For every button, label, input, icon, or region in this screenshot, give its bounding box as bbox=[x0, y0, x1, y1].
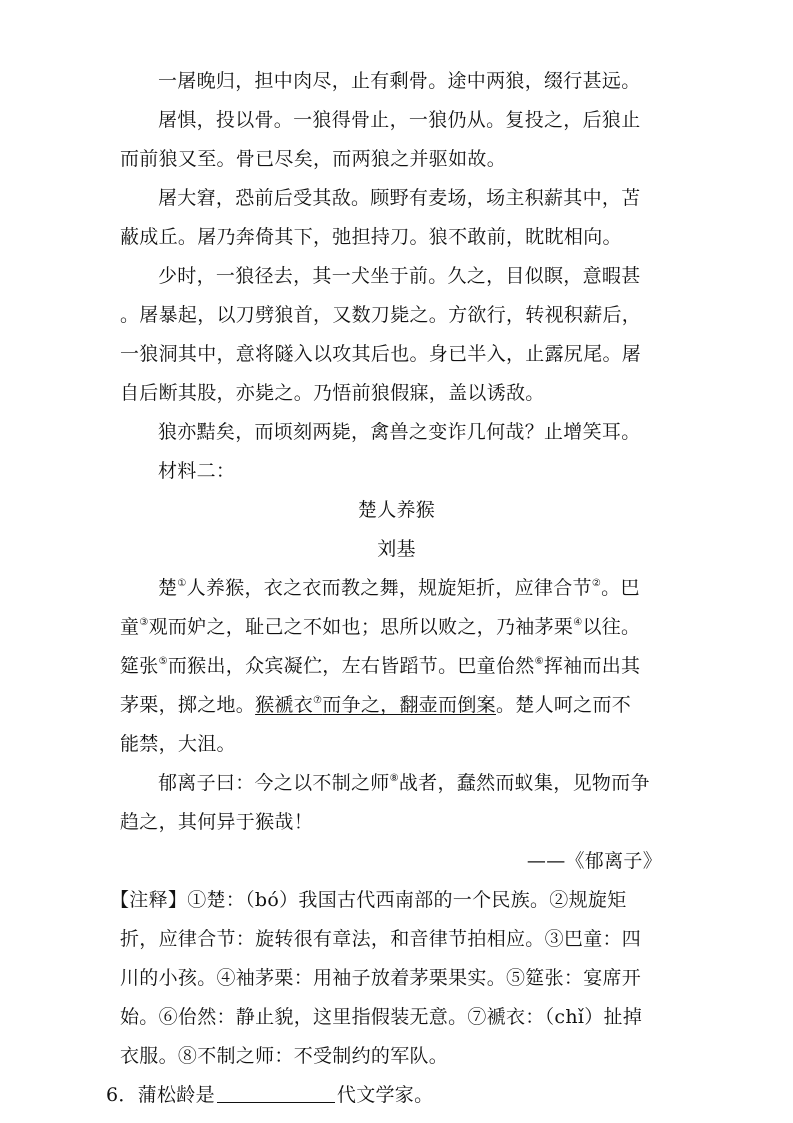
material2-label: 材料二： bbox=[158, 460, 236, 482]
footnote-marker: ③ bbox=[139, 617, 149, 628]
material2-line5: 能禁，大沮。 bbox=[120, 733, 236, 755]
material2-line7: 趋之，其何异于猴哉！ bbox=[120, 811, 314, 833]
material2-line2 bbox=[120, 614, 680, 640]
material1-p3-line1: 屠大窘，恐前后受其敌。顾野有麦场，场主积薪其中，苫 bbox=[158, 187, 641, 209]
material1-p4-line2: 。屠暴起，以刀劈狼首，又数刀毙之。方欲行，转视积薪后， bbox=[120, 304, 642, 326]
material2-line1 bbox=[158, 575, 678, 601]
material1-p4-line3: 一狼洞其中，意将隧入以攻其后也。身已半入，止露尻尾。屠 bbox=[120, 343, 642, 365]
text-segment: 人养猴，衣之衣而教之舞，规旋矩折，应律合节 bbox=[186, 577, 592, 599]
material1-p2-line1: 屠惧，投以骨。一狼得骨止，一狼仍从。复投之，后狼止 bbox=[158, 109, 641, 131]
text-segment: 观而妒之，耻己之不如也；思所以败之，乃袖茅栗 bbox=[148, 616, 574, 638]
material1-p5: 狼亦黠矣，而顷刻两毙，禽兽之变诈几何哉？止增笑耳。 bbox=[158, 421, 641, 443]
material1-p3-line2: 蔽成丘。屠乃奔倚其下，弛担持刀。狼不敢前，眈眈相向。 bbox=[120, 226, 622, 248]
text-segment: 筵张 bbox=[120, 655, 159, 677]
material1-p1: 一屠晚归，担中肉尽，止有剩骨。途中两狼，缀行甚远。 bbox=[158, 70, 641, 92]
material2-line6 bbox=[158, 770, 678, 796]
footnote-marker: ② bbox=[591, 578, 602, 589]
footnote-marker: ⑧ bbox=[389, 773, 399, 784]
footnote-marker: ④ bbox=[573, 617, 583, 628]
material2-author: 刘基 bbox=[377, 538, 416, 560]
notes-line1: 【注释】①楚：（bó）我国古代西南部的一个民族。②规旋矩 bbox=[110, 889, 627, 911]
material2-source: ——《郁离子》 bbox=[526, 850, 662, 872]
material2-line3 bbox=[120, 653, 680, 679]
text-segment: 童 bbox=[120, 616, 140, 638]
question-6 bbox=[106, 1082, 666, 1108]
question-suffix: 代文学家。 bbox=[336, 1084, 434, 1106]
footnote-marker: ⑥ bbox=[534, 656, 544, 667]
material1-p2-line2: 而前狼又至。骨已尽矣，而两狼之并驱如故。 bbox=[120, 148, 507, 170]
text-segment: 郁离子曰：今之以不制之师 bbox=[158, 772, 390, 794]
text-segment: 。巴 bbox=[601, 577, 640, 599]
material1-p4-line1: 少时，一狼径去，其一犬坐于前。久之，目似瞑，意暇甚 bbox=[158, 265, 641, 287]
text-segment: 而争之，翻壶而倒案 bbox=[322, 694, 496, 716]
material2-title: 楚人养猴 bbox=[357, 499, 436, 521]
notes-line5: 衣服。⑧不制之师：不受制约的军队。 bbox=[120, 1045, 449, 1067]
question-prefix: 6．蒲松龄是 bbox=[106, 1084, 215, 1106]
text-segment: 挥袖而出其 bbox=[543, 655, 641, 677]
notes-line2: 折，应律合节：旋转很有章法，和音律节拍相应。③巴童：四 bbox=[120, 928, 642, 950]
footnote-marker: ⑤ bbox=[158, 656, 168, 667]
text-segment: 战者，蠢然而蚁集，见物而争 bbox=[398, 772, 650, 794]
text-segment: 楚 bbox=[158, 577, 178, 599]
footnote-marker: ① bbox=[177, 578, 187, 589]
footnote-marker: ⑦ bbox=[313, 695, 323, 706]
text-segment: 而猴出，众宾凝伫，左右皆蹈节。巴童佁然 bbox=[167, 655, 535, 677]
underlined-sentence bbox=[255, 694, 496, 716]
text-segment: 猴褫衣 bbox=[255, 694, 314, 716]
notes-line4: 始。⑥佁然：静止貌，这里指假装无意。⑦褫衣：（chǐ）扯掉 bbox=[120, 1006, 643, 1028]
material2-line4 bbox=[120, 692, 680, 718]
text-segment: 。楚人呵之而不 bbox=[495, 694, 632, 716]
answer-blank[interactable] bbox=[217, 1084, 335, 1103]
text-segment: 以往。 bbox=[582, 616, 641, 638]
notes-line3: 川的小孩。④袖茅栗：用袖子放着茅栗果实。⑤筵张：宴席开 bbox=[120, 967, 642, 989]
text-segment: 茅栗，掷之地。 bbox=[120, 694, 256, 716]
material1-p4-line4: 自后断其股，亦毙之。乃悟前狼假寐，盖以诱敌。 bbox=[120, 382, 545, 404]
